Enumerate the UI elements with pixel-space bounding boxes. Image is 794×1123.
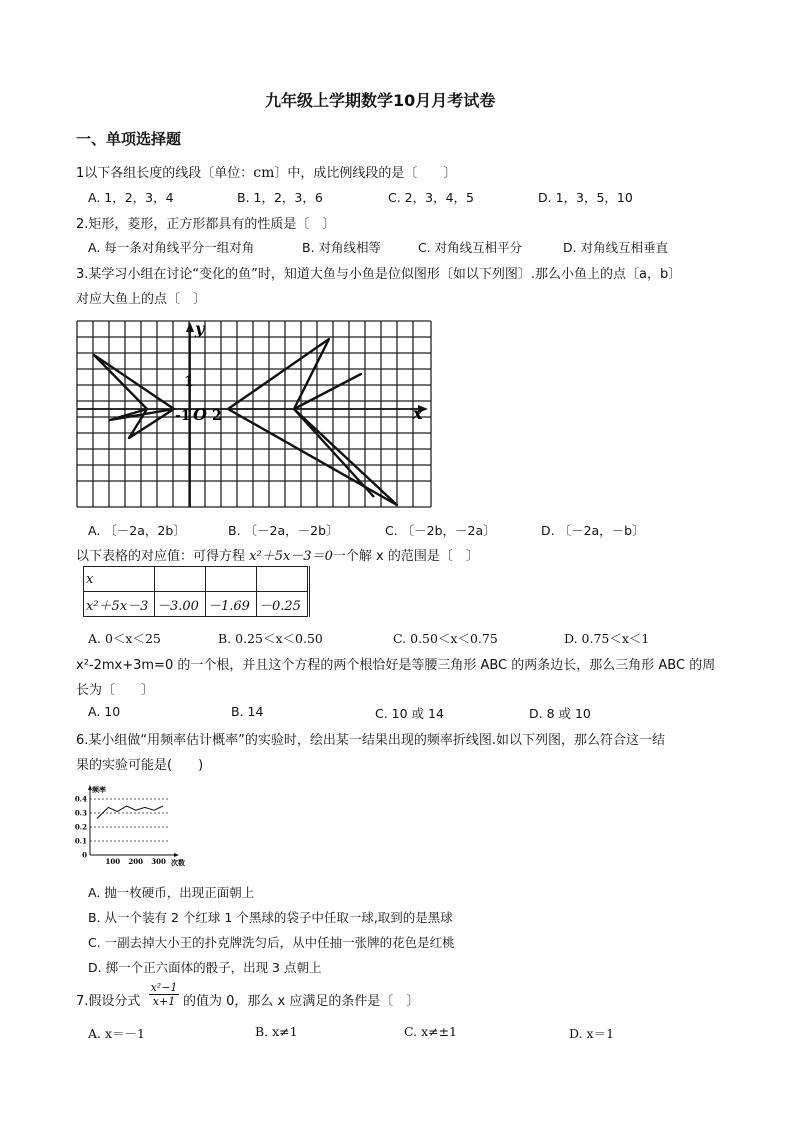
q2-option-a[interactable]: A. 每一条对角线平分一组对角	[88, 240, 255, 255]
question-5-stem-line2: 长为〔 〕	[76, 683, 155, 698]
table-head-expr: x²＋5x－3	[84, 592, 155, 617]
frequency-line-chart	[70, 783, 200, 869]
question-6-stem-line1: 6.某小组做“用频率估计概率”的实验时，绘出某一结果出现的频率折线图.如以下列图，那么符合这一结	[76, 733, 666, 748]
question-2-stem: 2.矩形，菱形，正方形都具有的性质是〔 〕	[76, 217, 336, 232]
q3-option-d[interactable]: D. 〔－2a，－b〕	[541, 523, 645, 538]
question-1-stem: 1以下各组长度的线段〔单位：cm〕中，成比例线段的是〔 〕	[76, 165, 457, 181]
q3-option-b[interactable]: B. 〔－2a，－2b〕	[228, 523, 339, 538]
question-3-stem-line2: 对应大鱼上的点〔 〕	[76, 292, 207, 307]
q4-option-a[interactable]: A. 0＜x＜25	[88, 631, 161, 646]
table-cell: －1.69	[206, 592, 257, 617]
small-fish	[94, 355, 174, 438]
chart-x-tick-label: 300	[151, 857, 166, 866]
q6-option-b[interactable]: B. 从一个装有 2 个红球 1 个黑球的袋子中任取一球,取到的是黑球	[88, 910, 453, 925]
chart-y-tick-label: 0.4	[74, 794, 87, 804]
q7-option-a[interactable]: A. x＝－1	[88, 1026, 145, 1041]
table-row	[84, 592, 309, 617]
page-title: 九年级上学期数学10月月考试卷	[265, 91, 496, 110]
fraction-numerator: x²−1	[150, 981, 178, 994]
q2-option-c[interactable]: C. 对角线互相平分	[418, 240, 523, 255]
chart-x-tick-label: 100	[105, 857, 121, 866]
q4-option-b[interactable]: B. 0.25＜x＜0.50	[218, 631, 323, 646]
tick-label-two: 2	[212, 408, 222, 424]
q1-option-c[interactable]: C. 2，3，4，5	[388, 190, 474, 205]
question-6-stem-line2: 果的实验可能是( )	[76, 758, 204, 773]
q6-option-c[interactable]: C. 一副去掉大小王的扑克牌洗匀后，从中任抽一张牌的花色是红桃	[88, 935, 455, 950]
q5-option-b[interactable]: B. 14	[231, 704, 264, 719]
q6-option-a[interactable]: A. 抛一枚硬币，出现正面朝上	[88, 885, 255, 900]
chart-y-tick-label: 0.2	[74, 822, 87, 832]
q5-option-a[interactable]: A. 10	[88, 704, 121, 719]
table-head-x: x	[84, 567, 155, 592]
fraction-denominator: x+1	[152, 995, 176, 1008]
q1-option-b[interactable]: B. 1，2，3，6	[237, 190, 323, 205]
chart-series-line	[97, 806, 163, 819]
q4-option-c[interactable]: C. 0.50＜x＜0.75	[393, 631, 498, 646]
q7-option-d[interactable]: D. x＝1	[569, 1026, 615, 1041]
q5-option-d[interactable]: D. 8 或 10	[529, 706, 591, 721]
question-7-stem-post: 的值为 0，那么 x 应满足的条件是〔 〕	[183, 994, 420, 1009]
q2-option-d[interactable]: D. 对角线互相垂直	[563, 240, 669, 255]
q3-option-a[interactable]: A. 〔－2a，2b〕	[88, 523, 186, 538]
tick-label-neg-one: -1	[175, 408, 191, 424]
chart-ylabel: 频率	[92, 785, 106, 794]
fish-grid-figure	[74, 318, 436, 512]
table-row	[84, 567, 309, 592]
q3-option-c[interactable]: C. 〔－2b，－2a〕	[385, 523, 496, 538]
fraction	[149, 981, 179, 1008]
question-4-stem: 以下表格的对应值：可得方程 x²＋5x－3＝0一个解 x 的范围是〔 〕	[76, 549, 479, 564]
chart-y-tick-label: 0.1	[74, 836, 87, 846]
chart-y-tick-label: 0	[82, 850, 87, 860]
q1-option-d[interactable]: D. 1，3，5，10	[538, 190, 633, 205]
q4-option-d[interactable]: D. 0.75＜x＜1	[564, 631, 650, 646]
chart-xlabel: 次数	[171, 858, 185, 867]
y-axis-label: y	[195, 319, 205, 338]
chart-x-tick-label: 200	[128, 857, 144, 866]
q7-option-b[interactable]: B. x≠1	[255, 1024, 298, 1039]
origin-label: O	[193, 405, 207, 424]
question-3-stem-line1: 3.某学习小组在讨论“变化的鱼”时，知道大鱼与小鱼是位似图形〔如以下列图〕.那么小鱼上的点〔a，b〕	[76, 267, 682, 282]
chart-y-tick-label: 0.3	[74, 808, 87, 818]
values-table	[83, 566, 310, 617]
q6-option-d[interactable]: D. 掷一个正六面体的骰子，出现 3 点朝上	[88, 960, 322, 975]
section-heading: 一、单项选择题	[76, 130, 182, 148]
question-5-stem-line1: x²-2mx+3m=0 的一个根，并且这个方程的两个根恰好是等腰三角形 ABC 的两条边长，那么三角形 ABC 的周	[76, 658, 716, 673]
table-cell: －3.00	[155, 592, 206, 617]
tick-label-one: 1	[184, 374, 194, 390]
q1-option-a[interactable]: A. 1，2，3，4	[88, 190, 174, 205]
x-axis-label: x	[413, 404, 423, 423]
q2-option-b[interactable]: B. 对角线相等	[302, 240, 382, 255]
question-7-stem-pre: 7.假设分式	[76, 994, 141, 1009]
table-cell: －0.25	[257, 592, 309, 617]
q7-option-c[interactable]: C. x≠±1	[404, 1024, 458, 1039]
q5-option-c[interactable]: C. 10 或 14	[375, 706, 444, 721]
